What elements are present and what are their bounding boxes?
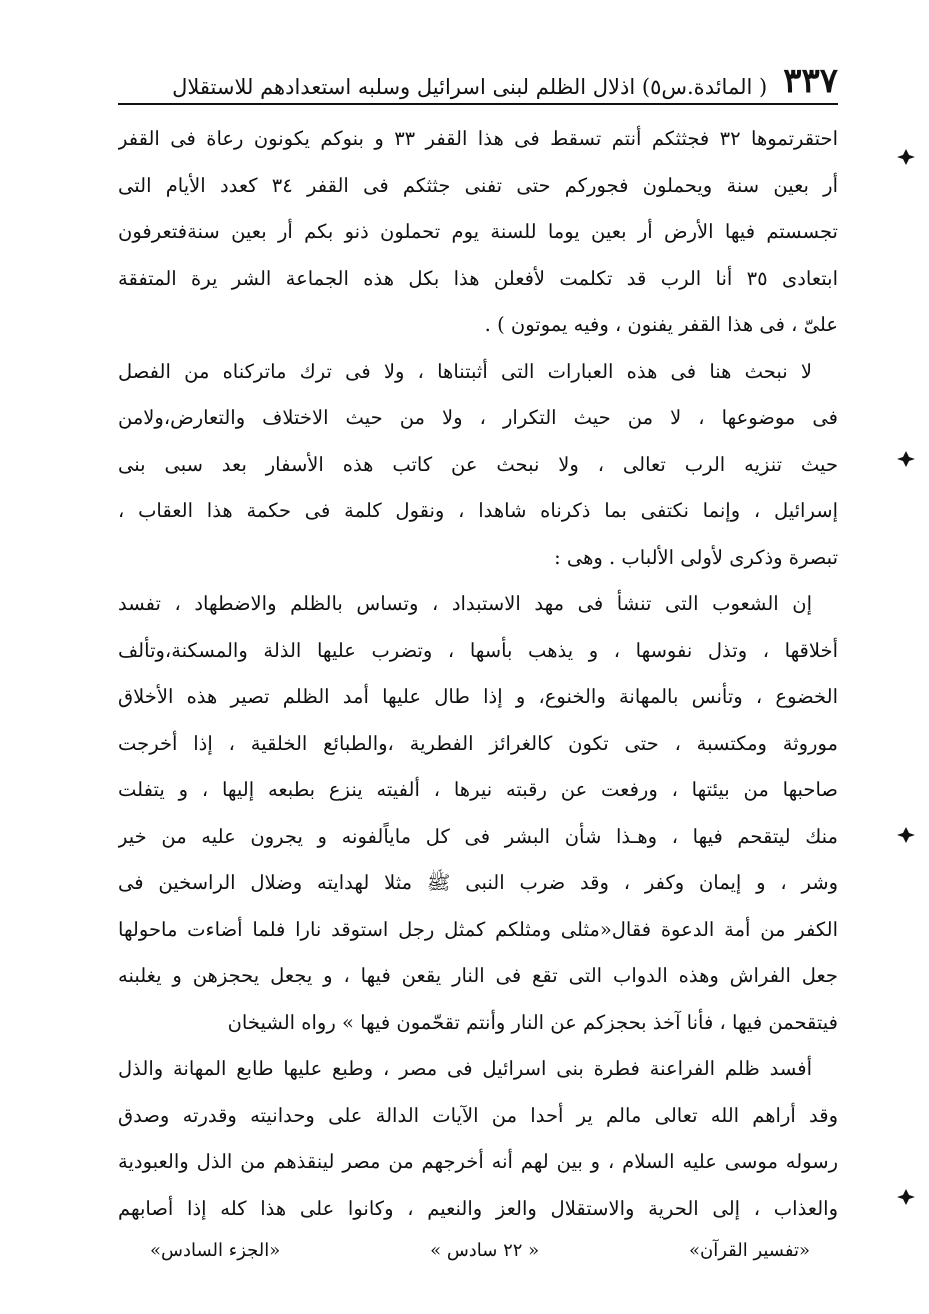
page-number: ٣٣٧ xyxy=(783,61,838,101)
header-rule xyxy=(118,103,838,105)
text-line: الكفر من أمة الدعوة فقال«مثلى ومثلكم كمثل رجل استوقد نارا فلما أضاءت ماحولها xyxy=(118,917,838,941)
text-line: وقد أراهم الله تعالى مالم ير أحدا من الآيات الدالة على وحدانيته وقدرته وصدق xyxy=(118,1103,838,1127)
page-header xyxy=(118,52,838,101)
text-line: تبصرة وذكرى لأولى الألباب . وهى : xyxy=(554,545,838,569)
binding-hole-mark-icon xyxy=(895,146,917,168)
text-line: صاحبها من بيئتها ، ورفعت عن رقبته نيرها ، ألفيته ينزع بطبعه إليها ، و يتفلت xyxy=(118,778,838,801)
footer-book-title: «تفسير القرآن» xyxy=(688,1239,810,1261)
text-line: الخضوع ، وتأنس بالمهانة والخنوع، و إذا طال عليها أمد الظلم تصير هذه الأخلاق xyxy=(118,685,838,708)
text-line: حيث تنزيه الرب تعالى ، ولا نبحث عن كاتب هذه الأسفار بعد سبى بنى xyxy=(118,452,838,476)
text-line: ابتعادى ٣٥ أنا الرب قد تكلمت لأفعلن هذا بكل هذه الجماعة الشر يرة المتفقة xyxy=(118,266,838,290)
text-line: أفسد ظلم الفراعنة فطرة بنى اسرائيل فى مصر ، وطبع عليها طابع المهانة والذل xyxy=(118,1057,812,1080)
body-text xyxy=(118,116,838,1232)
text-line: إن الشعوب التى تنشأ فى مهد الاستبداد ، وتساس بالظلم والاضطهاد ، تفسد xyxy=(118,592,812,615)
text-line: وشر ، و إيمان وكفر ، وقد ضرب النبى ﷺ مثلا لهدايته وضلال الراسخين فى xyxy=(118,871,838,894)
binding-hole-mark-icon xyxy=(895,448,917,470)
text-line: فى موضوعها ، لا من حيث التكرار ، ولا من حيث الاختلاف والتعارض،ولامن xyxy=(118,406,838,429)
text-line: منك ليتقحم فيها ، وهـذا شأن البشر فى كل ماياًلفونه و يجرون عليه من خير xyxy=(118,824,838,848)
text-line: رسوله موسى عليه السلام ، و بين لهم أنه أخرجهم من مصر لينقذهم من الذل والعبودية xyxy=(118,1150,838,1173)
text-line: إسرائيل ، وإنما نكتفى بما ذكرناه شاهدا ، ونقول كلمة فى حكمة هذا العقاب ، xyxy=(118,499,838,522)
binding-hole-mark-icon xyxy=(895,824,917,846)
text-line: فيتقحمن فيها ، فأنا آخذ بحجزكم عن النار وأنتم تقحّمون فيها » رواه الشيخان xyxy=(227,1010,838,1034)
text-line: أر بعين سنة ويحملون فجوركم حتى تفنى جثثكم فى القفر ٣٤ كعدد الأيام التى xyxy=(118,173,838,197)
page-footer xyxy=(150,1230,810,1270)
text-line: والعذاب ، إلى الحرية والاستقلال والعز والنعيم ، وكانوا على هذا كله إذا أصابهم xyxy=(118,1196,838,1220)
text-line: احتقرتموها ٣٢ فجثثكم أنتم تسقط فى هذا القفر ٣٣ و بنوكم يكونون رعاة فى القفر xyxy=(118,127,838,150)
text-line: تجسستم فيها الأرض أر بعين يوما للسنة يوم تحملون ذنو بكم أر بعين سنةفتعرفون xyxy=(118,220,838,243)
footer-signature: « ٢٢ سادس » xyxy=(430,1239,540,1261)
text-line: موروثة ومكتسبة ، حتى تكون كالغرائز الفطرية ،والطبائع الخلقية ، إذا أخرجت xyxy=(118,731,838,755)
text-line: علىّ ، فى هذا القفر يفنون ، وفيه يموتون ) . xyxy=(484,313,838,336)
running-title: ( المائدة.س٥) اذلال الظلم لبنى اسرائيل وسلبه استعدادهم للاستقلال xyxy=(172,75,768,99)
text-line: جعل الفراش وهذه الدواب التى تقع فى النار يقعن فيها ، و يجعل يحجزهن و يغلبنه xyxy=(118,964,838,987)
text-line: أخلاقها ، وتذل نفوسها ، و يذهب بأسها ، وتضرب عليها الذلة والمسكنة،وتألف xyxy=(118,638,838,662)
footer-volume: «الجزء السادس» xyxy=(150,1239,281,1261)
text-line: لا نبحث هنا فى هذه العبارات التى أثبتناها ، ولا فى ترك ماتركناه من الفصل xyxy=(118,359,812,383)
binding-hole-mark-icon xyxy=(895,1186,917,1208)
